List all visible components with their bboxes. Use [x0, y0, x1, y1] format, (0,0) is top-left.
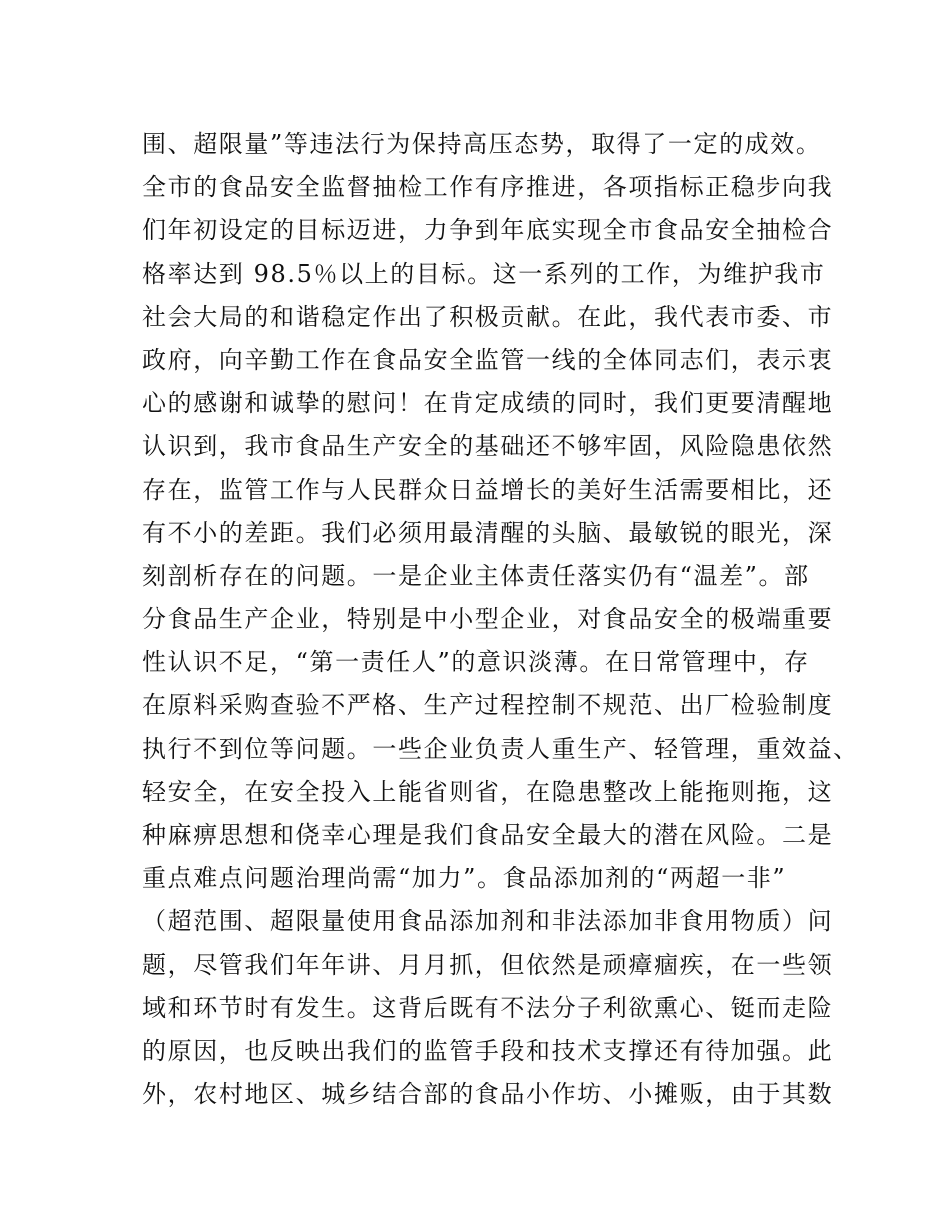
text-line: 政府，向辛勤工作在食品安全监管一线的全体同志们，表示衷 — [142, 345, 834, 374]
text-line: 域和环节时有发生。这背后既有不法分子利欲熏心、铤而走险 — [142, 993, 834, 1022]
text-line: 外，农村地区、城乡结合部的食品小作坊、小摊贩，由于其数 — [142, 1080, 834, 1109]
text-line: 刻剖析存在的问题。一是企业主体责任落实仍有“温差”。部 — [142, 561, 810, 590]
text-line: 心的感谢和诚挚的慰问！在肯定成绩的同时，我们更要清醒地 — [142, 389, 834, 418]
text-line: 重点难点问题治理尚需“加力”。食品添加剂的“两超一非” — [142, 864, 787, 893]
text-line: 全市的食品安全监督抽检工作有序推进，各项指标正稳步向我 — [142, 173, 834, 202]
text-line: 轻安全，在安全投入上能省则省，在隐患整改上能拖则拖，这 — [142, 777, 834, 806]
text-line: 们年初设定的目标迈进，力争到年底实现全市食品安全抽检合 — [142, 216, 834, 245]
body-text — [142, 123, 859, 1116]
text-line: 围、超限量”等违法行为保持高压态势，取得了一定的成效。 — [142, 130, 822, 158]
text-line: 认识到，我市食品生产安全的基础还不够牢固，风险隐患依然 — [142, 432, 834, 461]
text-line: 种麻痹思想和侥幸心理是我们食品安全最大的潜在风险。二是 — [142, 821, 834, 849]
text-line: 性认识不足，“第一责任人”的意识淡薄。在日常管理中，存 — [142, 648, 810, 677]
text-line: 格率达到 98.5％以上的目标。这一系列的工作，为维护我市 — [142, 259, 826, 288]
text-line: 执行不到位等问题。一些企业负责人重生产、轻管理，重效益、 — [142, 734, 859, 763]
text-line: 存在，监管工作与人民群众日益增长的美好生活需要相比，还 — [142, 475, 834, 504]
text-line: 有不小的差距。我们必须用最清醒的头脑、最敏锐的眼光，深 — [142, 518, 834, 547]
text-line: （超范围、超限量使用食品添加剂和非法添加非食用物质）问 — [142, 907, 834, 936]
text-line: 在原料采购查验不严格、生产过程控制不规范、出厂检验制度 — [142, 691, 834, 720]
text-line: 题，尽管我们年年讲、月月抓，但依然是顽瘴痼疾，在一些领 — [142, 950, 834, 979]
text-line: 的原因，也反映出我们的监管手段和技术支撑还有待加强。此 — [142, 1036, 834, 1065]
text-line: 社会大局的和谐稳定作出了积极贡献。在此，我代表市委、市 — [142, 302, 834, 331]
text-line: 分食品生产企业，特别是中小型企业，对食品安全的极端重要 — [142, 605, 834, 634]
